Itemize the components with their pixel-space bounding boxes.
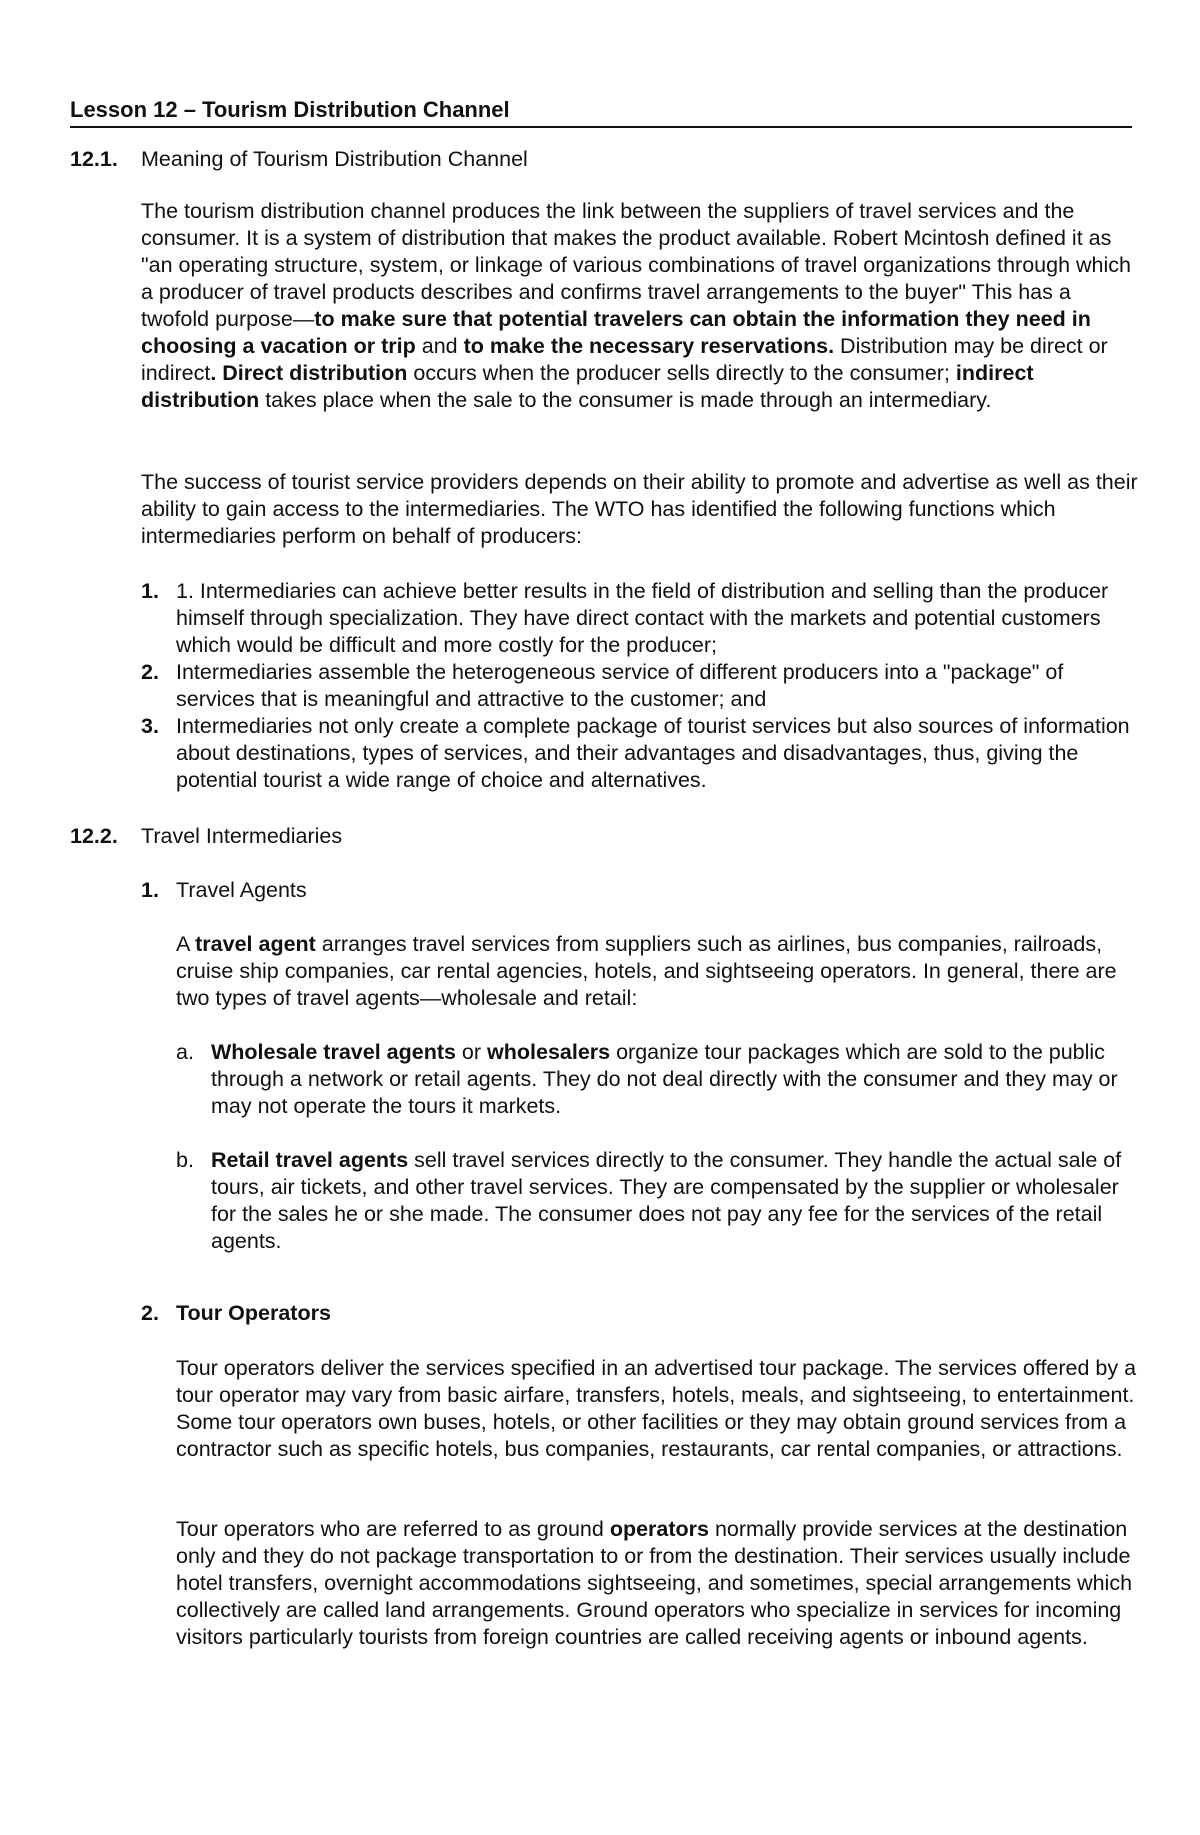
- subheading-number: 2.: [141, 1301, 159, 1325]
- text-run: Distribution may be direct or indirect: [141, 334, 1108, 385]
- ground-operators-paragraph: [176, 1516, 1142, 1651]
- definition-paragraph: [141, 198, 1141, 414]
- text-run: occurs when the producer sells directly to the consumer;: [407, 361, 956, 385]
- wholesale-item: [176, 1039, 1142, 1120]
- item-text: [211, 1039, 1142, 1120]
- item-letter: a.: [176, 1040, 194, 1064]
- functions-list: [141, 578, 1141, 794]
- text-run: sell travel services directly to the consumer. They handle the actual sale of tours, air tickets, and other travel services. They are compensated by the supplier or wholesaler for the sales he or she made. The consumer does not pay any fee for the services of the retail agents.: [211, 1148, 1122, 1253]
- text-run: arranges travel services from suppliers such as airlines, bus companies, railroads, cruise ship companies, car rental agencies, hotels, and sightseeing operators. In general, there are two types of travel agents—wholesale and retail:: [176, 932, 1117, 1010]
- list-text: Intermediaries not only create a complete package of tourist services but also sources of information about destinations, types of services, and their advantages and disadvantages, thus, giving the potential tourist a wide range of choice and alternatives.: [176, 714, 1130, 792]
- section-number: 12.2.: [70, 824, 118, 848]
- text-run: Tour operators who are referred to as ground: [176, 1517, 610, 1541]
- section-title: Travel Intermediaries: [141, 824, 343, 848]
- bold-text-run: to make sure that potential travelers can obtain the information they need in choosing a vacation or trip: [141, 307, 1091, 358]
- text-run: or: [455, 1040, 488, 1064]
- subheading-number: 1.: [141, 878, 159, 902]
- list-item: [141, 578, 1141, 659]
- bold-text-run: operators: [609, 1517, 709, 1541]
- text-run: A: [176, 932, 196, 956]
- list-number: 1.: [141, 579, 159, 603]
- section-number: 12.1.: [70, 147, 118, 171]
- list-item: [141, 713, 1141, 794]
- text-run: The tourism distribution channel produces the link between the suppliers of travel services and the consumer. It is a system of distribution that makes the product available. Robert Mcintosh defined it as "an operating structure, system, or linkage of various combinations of travel organizations through which a producer of travel products describes and confirms travel arrangements to the buyer" This has a twofold purpose—: [141, 199, 1131, 331]
- subheading-title: Travel Agents: [176, 878, 307, 902]
- text-run: and: [415, 334, 464, 358]
- success-paragraph: The success of tourist service providers depends on their ability to promote and advertise as well as their ability to gain access to the intermediaries. The WTO has identified the following functions which intermediaries perform on behalf of producers:: [141, 470, 1138, 548]
- bold-text-run: . Direct distribution: [210, 361, 408, 385]
- bold-text-run: to make the necessary reservations.: [463, 334, 835, 358]
- list-number: 3.: [141, 714, 159, 738]
- travel-agent-paragraph: [176, 931, 1142, 1012]
- retail-item: [176, 1147, 1142, 1255]
- bold-text-run: wholesalers: [487, 1040, 611, 1064]
- list-item: [141, 659, 1141, 713]
- bold-text-run: travel agent: [195, 932, 316, 956]
- bold-text-run: Retail travel agents: [211, 1148, 409, 1172]
- list-text: Intermediaries assemble the heterogeneous service of different producers into a "package" of services that is meaningful and attractive to the customer; and: [176, 660, 1064, 711]
- item-letter: b.: [176, 1148, 194, 1172]
- section-title: Meaning of Tourism Distribution Channel: [141, 147, 528, 171]
- tour-operators-paragraph: Tour operators deliver the services specified in an advertised tour package. The services offered by a tour operator may vary from basic airfare, transfers, hotels, meals, and sightseeing, to entertainment. Some tour operators own buses, hotels, or other facilities or they may obtain ground services from a contractor such as specific hotels, bus companies, restaurants, car rental companies, or attractions.: [176, 1356, 1137, 1461]
- page-title: Lesson 12 – Tourism Distribution Channel: [70, 96, 1132, 128]
- item-text: [211, 1147, 1142, 1255]
- list-number: 2.: [141, 660, 159, 684]
- list-text: 1. Intermediaries can achieve better results in the field of distribution and selling than the producer himself through specialization. They have direct contact with the markets and potential customers which would be difficult and more costly for the producer;: [176, 579, 1109, 657]
- text-run: normally provide services at the destination only and they do not package transportation to or from the destination. Their services usually include hotel transfers, overnight accommodations sightseeing, and sometimes, special arrangements which collectively are called land arrangements. Ground operators who specialize in services for incoming visitors particularly tourists from foreign countries are called receiving agents or inbound agents.: [176, 1517, 1133, 1649]
- text-run: organize tour packages which are sold to the public through a network or retail agents. They do not deal directly with the consumer and they may or may not operate the tours it markets.: [211, 1040, 1118, 1118]
- subheading-title: Tour Operators: [176, 1301, 331, 1325]
- bold-text-run: indirect distribution: [141, 361, 1034, 412]
- text-run: takes place when the sale to the consumer is made through an intermediary.: [259, 388, 992, 412]
- bold-text-run: Wholesale travel agents: [211, 1040, 456, 1064]
